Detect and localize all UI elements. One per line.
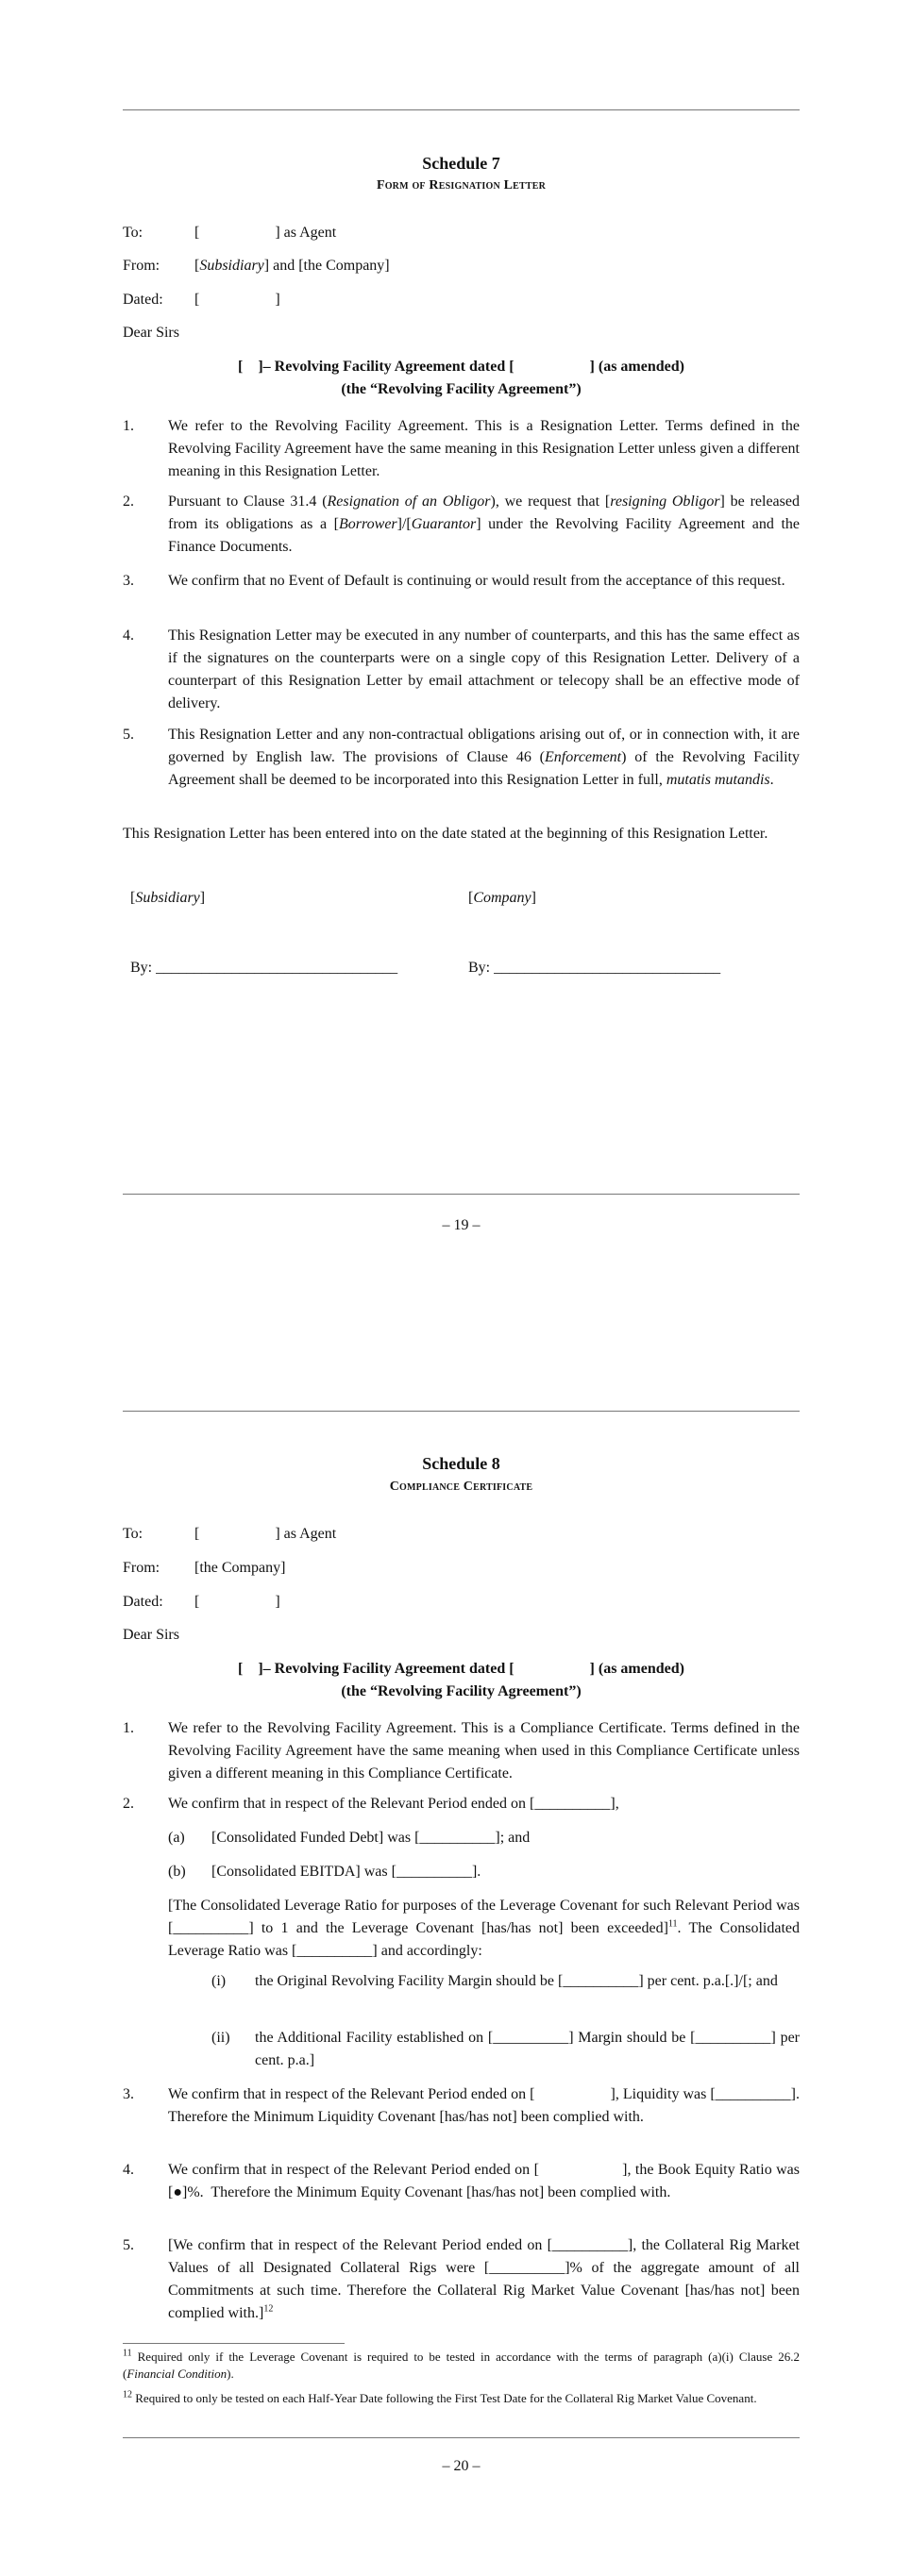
from-value: [the Company] [194, 1560, 286, 1576]
schedule-subtitle: Form of Resignation Letter [376, 178, 547, 192]
paragraph-text: This Resignation Letter may be executed in any number of counterparts, and this has the same effect as if the signatures on the counterparts were on a single copy of this Resignation Letter. Delivery of a counterpart of this Resignation Letter by email attachment or telecopy shall be an effective mode of delivery. [168, 627, 800, 711]
paragraph-text: We confirm that no Event of Default is continuing or would result from the acceptance of this request. [168, 573, 785, 589]
to-label: To: [123, 1526, 143, 1542]
from-value: [Subsidiary] and [the Company] [194, 258, 390, 274]
footnote-11: $^{11}$ Required only if the Leverage Covenant is required to be tested in accordance with the terms of paragraph (a)(i) Clause 26.2 (Financial Condition). [123, 2348, 800, 2381]
page-number: – 20 – [442, 2458, 481, 2474]
signature-line-subsidiary: By: ________________________________ [130, 960, 398, 976]
page-20 [0, 1288, 911, 2576]
subparagraph-number: (ii) [211, 2030, 230, 2046]
paragraph-number: 5. [123, 727, 134, 743]
paragraph-text: We confirm that in respect of the Relevant Period ended on [__________], [168, 1796, 619, 1812]
subparagraph-text: [Consolidated Funded Debt] was [__________]; and [211, 1830, 531, 1846]
dated-value: [ ] [194, 292, 280, 308]
paragraph-text: We refer to the Revolving Facility Agreement. This is a Resignation Letter. Terms defined in the Revolving Facility Agreement have the same meaning in this Resignation Letter unless given a different meaning in this Resignation Letter. [168, 418, 800, 479]
paragraph-text: This Resignation Letter and any non-contractual obligations arising out of, or in connection with, it are governed by English law. The provisions of Clause 46 (Enforcement) of the Revolving Facility Agreement shall be deemed to be incorporated into this Resignation Letter in full, mutatis mutandis. [168, 727, 800, 788]
schedule-title: Schedule 8 [422, 1454, 500, 1473]
subparagraph-number: (b) [168, 1864, 186, 1880]
schedule-title: Schedule 7 [422, 154, 500, 173]
paragraph-number: 2. [123, 493, 134, 510]
paragraph-number: 4. [123, 2162, 134, 2178]
subparagraph-number: (a) [168, 1830, 185, 1846]
schedule-subtitle: Compliance Certificate [389, 1480, 533, 1494]
salutation: Dear Sirs [123, 325, 179, 341]
salutation: Dear Sirs [123, 1627, 179, 1643]
footnote-ref-11[interactable]: 11 [667, 1918, 678, 1930]
header-rule [123, 1411, 800, 1412]
paragraph-text: Pursuant to Clause 31.4 (Resignation of an Obligor), we request that [resigning Obligor] be released from its obligations as a [Borrower]/[Guarantor] under the Revolving Facility Agreement and the Finance Documents. [168, 493, 800, 555]
dated-value: [ ] [194, 1594, 280, 1610]
leverage-paragraph: [The Consolidated Leverage Ratio for purposes of the Leverage Covenant for such Relevant Period was [__________] to 1 and the Leverage Covenant [has/has not] been exceeded]$^{11}$. The Consolidated Leverage Ratio was [__________] and accordingly: [168, 1898, 800, 1959]
closing-statement: This Resignation Letter has been entered into on the date stated at the beginning of this Resignation Letter. [123, 826, 768, 842]
page-number: – 19 – [442, 1217, 481, 1233]
paragraph-text: We confirm that in respect of the Relevant Period ended on [ ], Liquidity was [__________]. Therefore the Minimum Liquidity Covenant [has/has not] been complied with. [168, 2086, 803, 2125]
to-label: To: [123, 225, 143, 241]
dated-label: Dated: [123, 292, 163, 308]
signatory-subsidiary: [Subsidiary] [130, 890, 206, 906]
paragraph-number: 4. [123, 627, 134, 644]
subparagraph-text: the Original Revolving Facility Margin should be [__________] per cent. p.a.[.]/[; and [255, 1973, 778, 1989]
from-label: From: [123, 1560, 160, 1576]
agreement-heading-defined-term: (the “Revolving Facility Agreement”) [341, 381, 582, 397]
header-rule [123, 109, 800, 110]
subparagraph-text: the Additional Facility established on [__________] Margin should be [__________] per cent. p.a.] [255, 2030, 800, 2068]
footer-rule [123, 1194, 800, 1195]
signature-line-company: By: ______________________________ [468, 960, 721, 976]
paragraph-number: 3. [123, 2086, 134, 2102]
paragraph-number: 3. [123, 573, 134, 589]
dated-label: Dated: [123, 1594, 163, 1610]
footer-rule [123, 2437, 800, 2438]
to-value: [ ] as Agent [194, 1526, 337, 1542]
from-label: From: [123, 258, 160, 274]
paragraph-text: [We confirm that in respect of the Relevant Period ended on [__________], the Collateral Rig Market Values of all Designated Collateral Rigs were [__________]% of the aggregate amount of all Commitments at such time. Therefore the Collateral Rig Market Value Covenant [has/has not] been complied with.]$^{12}$ [168, 2237, 800, 2321]
agreement-heading-defined-term: (the “Revolving Facility Agreement”) [341, 1683, 582, 1699]
paragraph-number: 5. [123, 2237, 134, 2253]
signatory-company: [Company] [468, 890, 536, 906]
footnote-separator [123, 2343, 345, 2344]
paragraph-number: 1. [123, 418, 134, 434]
paragraph-number: 1. [123, 1720, 134, 1736]
subparagraph-text: [Consolidated EBITDA] was [__________]. [211, 1864, 481, 1880]
footnote-ref-12[interactable]: 12 [263, 2303, 274, 2315]
to-value: [ ] as Agent [194, 225, 337, 241]
subparagraph-number: (i) [211, 1973, 227, 1989]
paragraph-text: We confirm that in respect of the Relevant Period ended on [ ], the Book Equity Ratio was [●]%. Therefore the Minimum Equity Covenant [has/has not] been complied with. [168, 2162, 803, 2200]
agreement-heading: [ ]– Revolving Facility Agreement dated [ ] (as amended) [238, 1661, 684, 1677]
footnote-12: $^{12}$ Required to only be tested on each Half-Year Date following the First Test Date for the Collateral Rig Market Value Covenant. [123, 2389, 757, 2405]
paragraph-text: We refer to the Revolving Facility Agreement. This is a Compliance Certificate. Terms defined in the Revolving Facility Agreement have the same meaning when used in this Compliance Certificate unless given a different meaning in this Compliance Certificate. [168, 1720, 800, 1781]
paragraph-number: 2. [123, 1796, 134, 1812]
agreement-heading: [ ]– Revolving Facility Agreement dated [ ] (as amended) [238, 359, 684, 375]
